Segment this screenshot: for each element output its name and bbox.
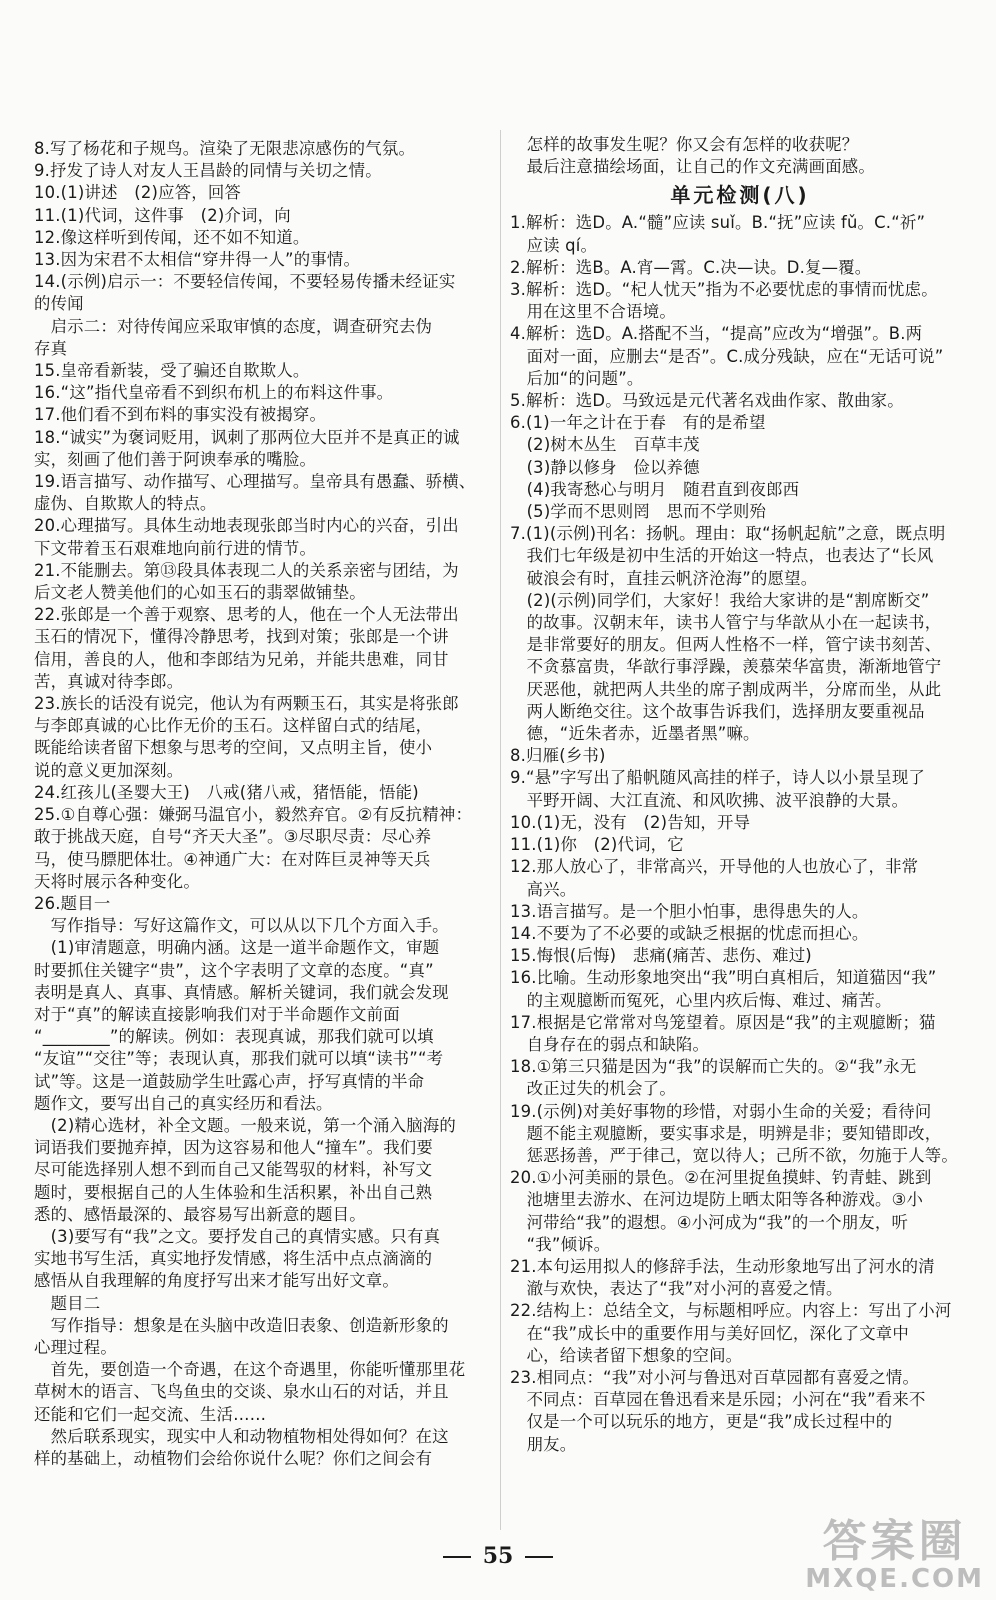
text-line: “友谊”“交往”等；表现认真，那我们就可以填“读书”“考 xyxy=(34,1049,444,1069)
text-line: 实地书写生活，真实地抒发情感，将生活中点点滴滴的 xyxy=(34,1249,433,1269)
text-line: 悉的、感悟最深的、最容易写出新意的题目。 xyxy=(34,1204,366,1224)
text-line: 21.不能删去。第⑬段具体表现二人的关系亲密与团结，为 xyxy=(34,560,459,580)
text-line: 在“我”成长中的重要作用与美好回忆，深化了文章中 xyxy=(510,1323,909,1343)
text-line: 4.解析：选D。A.搭配不当，“提高”应改为“增强”。B.两 xyxy=(510,324,923,344)
text-line: 不贪慕富贵，华歆行事浮躁，羡慕荣华富贵，渐渐地管宁 xyxy=(510,657,942,677)
text-line: (3)静以修身 俭以养德 xyxy=(510,457,700,477)
text-line: 玉石的情况下，懂得冷静思考，找到对策；张郎是一个讲 xyxy=(34,627,449,647)
text-line: 用在这里不合语境。 xyxy=(510,302,676,322)
text-line: (2)精心选材，补全文题。一般来说，第一个涌入脑海的 xyxy=(34,1115,456,1135)
page-number-dash-right xyxy=(525,1556,553,1558)
text-line: 10.(1)无，没有 (2)告知，开导 xyxy=(510,812,751,832)
text-line: 17.他们看不到布料的事实没有被揭穿。 xyxy=(34,405,327,425)
text-line: 题不能主观臆断，要实事求是，明辨是非；要知错即改， xyxy=(510,1123,942,1143)
text-line: 下文带着玉石艰难地向前行进的情节。 xyxy=(34,538,317,558)
text-line: 应读 qí。 xyxy=(510,235,598,255)
text-line: (5)学而不思则罔 思而不学则殆 xyxy=(510,502,767,522)
text-line: 18.①第三只猫是因为“我”的误解而亡失的。②“我”永无 xyxy=(510,1057,917,1077)
text-line: 写作指导：写好这篇作文，可以从以下几个方面入手。 xyxy=(34,916,449,936)
left-column xyxy=(34,138,492,1470)
text-line: 22.张郎是一个善于观察、思考的人，他在一个人无法带出 xyxy=(34,605,459,625)
text-line: 敢于挑战天庭，自号“齐天大圣”。③尽职尽责：尽心养 xyxy=(34,827,432,847)
text-line: 实，刻画了他们善于阿谀奉承的嘴脸。 xyxy=(34,449,317,469)
text-line: 19.(示例)对美好事物的珍惜，对弱小生命的关爱；看待问 xyxy=(510,1101,932,1121)
text-line: 7.(1)(示例)刊名：扬帆。理由：取“扬帆起航”之意，既点明 xyxy=(510,524,946,544)
text-line: 25.①自尊心强：嫌弼马温官小，毅然弃官。②有反抗精神： xyxy=(34,805,473,825)
text-line: 首先，要创造一个奇遇，在这个奇遇里，你能听懂那里花 xyxy=(34,1360,466,1380)
text-line: “________”的解读。例如：表现真诚，那我们就可以填 xyxy=(34,1027,434,1047)
text-line: 19.语言描写、动作描写、心理描写。皇帝具有愚蠢、骄横、 xyxy=(34,472,476,492)
text-line: 10.(1)讲述 (2)应答，回答 xyxy=(34,183,242,203)
text-line: 改正过失的机会了。 xyxy=(510,1079,676,1099)
text-line: 6.(1)一年之计在于春 有的是希望 xyxy=(510,413,766,433)
text-line: 23.相同点：“我”对小河与鲁迅对百草园都有喜爱之情。 xyxy=(510,1367,920,1387)
text-line: 后加“的问题”。 xyxy=(510,368,644,388)
text-line: 14.(示例)启示一：不要轻信传闻，不要轻易传播未经证实 xyxy=(34,272,456,292)
text-line: 9.抒发了诗人对友人王昌龄的同情与关切之情。 xyxy=(34,161,382,181)
text-line: 的故事。汉朝末年，读书人管宁与华歆从小在一起读书， xyxy=(510,613,942,633)
text-line: 河带给“我”的遐想。④小河成为“我”的一个朋友，听 xyxy=(510,1212,909,1232)
text-line: 两人断绝交往。这个故事告诉我们，选择朋友要重视品 xyxy=(510,701,925,721)
text-line: 存真 xyxy=(34,338,68,358)
page-number-value: 55 xyxy=(482,1543,514,1569)
text-line: 的传闻 xyxy=(34,294,84,314)
text-line: 11.(1)你 (2)代词，它 xyxy=(510,835,684,855)
text-line: (2)(示例)同学们，大家好！我给大家讲的是“割席断交” xyxy=(510,590,930,610)
text-line: 17.根据是它常常对鸟笼望着。原因是“我”的主观臆断；猫 xyxy=(510,1012,936,1032)
text-line: 后文老人赞美他们的心如玉石的翡翠做铺垫。 xyxy=(34,583,366,603)
text-line: 23.族长的话没有说完，他认为有两颗玉石，其实是将张郎 xyxy=(34,694,459,714)
text-line: 8.归雁(乡书) xyxy=(510,746,606,766)
text-line: 16.“这”指代皇帝看不到织布机上的布料这件事。 xyxy=(34,383,394,403)
text-line: 德，“近朱者赤，近墨者黑”嘛。 xyxy=(510,724,760,744)
text-line: 15.悔恨(后悔) 悲痛(痛苦、悲伤、难过) xyxy=(510,946,812,966)
text-line: 天将时展示各种变化。 xyxy=(34,871,200,891)
column-divider xyxy=(500,130,501,1530)
text-line: 我们七年级是初中生活的开始这一特点，也表达了“长风 xyxy=(510,546,934,566)
text-line: 池塘里去游水、在河边堤防上晒太阳等各种游戏。③小 xyxy=(510,1190,924,1210)
text-line: 9.“悬”字写出了船帆随风高挂的样子，诗人以小景呈现了 xyxy=(510,768,926,788)
text-line: 20.心理描写。具体生动地表现张郎当时内心的兴奋，引出 xyxy=(34,516,459,536)
text-line: 最后注意描绘场面，让自己的作文充满画面感。 xyxy=(510,157,875,177)
text-line: 信用，善良的人，他和李郎结为兄弟，并能共患难，同甘 xyxy=(34,649,449,669)
text-line: 心理过程。 xyxy=(34,1337,117,1357)
text-line: 16.比喻。生动形象地突出“我”明白真相后，知道猫因“我” xyxy=(510,968,937,988)
text-line: 26.题目一 xyxy=(34,893,111,913)
text-line: 既能给读者留下想象与思考的空间，又点明主旨，使小 xyxy=(34,738,433,758)
text-line: 说的意义更加深刻。 xyxy=(34,760,184,780)
text-line: 12.那人放心了，非常高兴，开导他的人也放心了，非常 xyxy=(510,857,919,877)
text-line: 13.因为宋君不太相信“穿井得一人”的事情。 xyxy=(34,250,361,270)
watermark-logo-text: 答案圈 xyxy=(822,1516,967,1567)
text-line: 惩恶扬善，严于律己，宽以待人；己所不欲，勿施于人等。 xyxy=(510,1145,958,1165)
text-line: (2)树木丛生 百草丰茂 xyxy=(510,435,700,455)
text-line: 14.不要为了不必要的或缺乏根据的忧虑而担心。 xyxy=(510,923,869,943)
text-line: 平野开阔、大江直流、和风吹拂、波平浪静的大景。 xyxy=(510,790,909,810)
text-line: 厌恶他，就把两人共坐的席子割成两半，分席而坐，从此 xyxy=(510,679,942,699)
text-line: 12.像这样听到传闻，还不如不知道。 xyxy=(34,227,310,247)
text-line: 怎样的故事发生呢？你又会有怎样的收获呢？ xyxy=(510,135,859,154)
text-line: 自身存在的弱点和缺陷。 xyxy=(510,1034,710,1054)
text-line: 启示二：对待传闻应采取审慎的态度，调查研究去伪 xyxy=(34,316,433,336)
text-line: 5.解析：选D。马致远是元代著名戏曲作家、散曲家。 xyxy=(510,391,904,411)
text-line: 苦，真诚对待李郎。 xyxy=(34,671,184,691)
text-line: 时要抓住关键字“贵”，这个字表明了文章的态度。“真” xyxy=(34,960,434,980)
text-line: 朋友。 xyxy=(510,1434,577,1454)
text-line: 题作文，要写出自己的真实经历和看法。 xyxy=(34,1093,333,1113)
text-line: 词语我们要抛弃掉，因为这容易和他人“撞车”。我们要 xyxy=(34,1138,433,1158)
text-line: (1)审清题意，明确内涵。这是一道半命题作文，审题 xyxy=(34,938,440,958)
text-line: 高兴。 xyxy=(510,879,577,899)
text-line: 21.本句运用拟人的修辞手法，生动形象地写出了河水的清 xyxy=(510,1256,935,1276)
text-line: 还能和它们一起交流、生活…… xyxy=(34,1404,267,1424)
text-line: 3.解析：选D。“杞人忧天”指为不必要忧虑的事情而忧虑。 xyxy=(510,280,938,300)
right-column xyxy=(510,134,970,1456)
text-line: 澈与欢快，表达了“我”对小河的喜爱之情。 xyxy=(510,1279,843,1299)
text-line: 与李郎真诚的心比作无价的玉石。这样留白式的结尾， xyxy=(34,716,433,736)
text-line: (3)要写有“我”之文。要抒发自己的真情实感。只有真 xyxy=(34,1226,441,1246)
text-line: 13.语言描写。是一个胆小怕事，患得患失的人。 xyxy=(510,901,869,921)
text-line: 仅是一个可以玩乐的地方，更是“我”成长过程中的 xyxy=(510,1412,893,1432)
text-line: 是非常要好的朋友。但两人性格不一样，管宁读书刻苦、 xyxy=(510,635,942,655)
page-number-dash-left xyxy=(443,1556,471,1558)
watermark-logo-url: MXQE.COM xyxy=(805,1564,984,1594)
text-line: 15.皇帝看新装，受了骗还自欺欺人。 xyxy=(34,361,310,381)
right-column-answers xyxy=(510,212,970,1455)
text-line: 表明是真人、真事、真情感。解析关键词，我们就会发现 xyxy=(34,982,449,1002)
text-line: 11.(1)代词，这件事 (2)介词，向 xyxy=(34,205,291,225)
text-line: (4)我寄愁心与明月 随君直到夜郎西 xyxy=(510,479,800,499)
text-line: 样的基础上，动植物们会给你说什么呢？你们之间会有 xyxy=(34,1448,433,1468)
text-line: 马，使马膘肥体壮。④神通广大：在对阵巨灵神等天兵 xyxy=(34,849,431,869)
text-line: 面对一面，应删去“是否”。C.成分残缺，应在“无话可说” xyxy=(510,346,944,366)
text-line: 尽可能选择别人想不到而自己又能驾驭的材料，补写文 xyxy=(34,1160,433,1180)
text-line: 2.解析：选B。A.宵—霄。C.决—诀。D.复—覆。 xyxy=(510,257,872,277)
text-line: 破浪会有时，直挂云帆济沧海”的愿望。 xyxy=(510,568,818,588)
text-line: 20.①小河美丽的景色。②在河里捉鱼摸蚌、钓青蛙、跳到 xyxy=(510,1168,932,1188)
text-line: “我”倾诉。 xyxy=(510,1234,611,1254)
text-line: 8.写了杨花和子规鸟。渲染了无限悲凉感伤的气氛。 xyxy=(34,139,416,158)
right-column-continuation xyxy=(510,134,970,178)
text-line: 1.解析：选D。A.“髓”应读 suǐ。B.“抚”应读 fǔ。C.“祈” xyxy=(510,213,926,233)
text-line: 的主观臆断而冤死，心里内疚后悔、难过、痛苦。 xyxy=(510,990,892,1010)
text-line: 感悟从自我理解的角度抒写出来才能写出好文章。 xyxy=(34,1271,399,1291)
text-line: 24.红孩儿(圣婴大王) 八戒(猪八戒，猪悟能，悟能) xyxy=(34,782,419,802)
text-line: 不同点：百草园在鲁迅看来是乐园；小河在“我”看来不 xyxy=(510,1390,926,1410)
text-line: 22.结构上：总结全文，与标题相呼应。内容上：写出了小河 xyxy=(510,1301,952,1321)
watermark-logo xyxy=(805,1516,984,1594)
text-line: 心，给读者留下想象的空间。 xyxy=(510,1345,743,1365)
text-line: 草树木的语言、飞鸟鱼虫的交谈、泉水山石的对话，并且 xyxy=(34,1382,449,1402)
text-line: 18.“诚实”为褒词贬用，讽刺了那两位大臣并不是真正的诚 xyxy=(34,427,460,447)
text-line: 然后联系现实，现实中人和动物植物相处得如何？在这 xyxy=(34,1426,449,1446)
text-line: 题目二 xyxy=(34,1293,101,1313)
text-line: 虚伪、自欺欺人的特点。 xyxy=(34,494,217,514)
section-title: 单元检测(八) xyxy=(670,183,810,208)
text-line: 对于“真”的解读直接影响我们对于半命题作文前面 xyxy=(34,1004,400,1024)
text-line: 题时，要根据自己的人生体验和生活积累，补出自己熟 xyxy=(34,1182,433,1202)
text-line: 写作指导：想象是在头脑中改造旧表象、创造新形象的 xyxy=(34,1315,449,1335)
text-line: 试”等。这是一道鼓励学生吐露心声，抒写真情的半命 xyxy=(34,1071,425,1091)
